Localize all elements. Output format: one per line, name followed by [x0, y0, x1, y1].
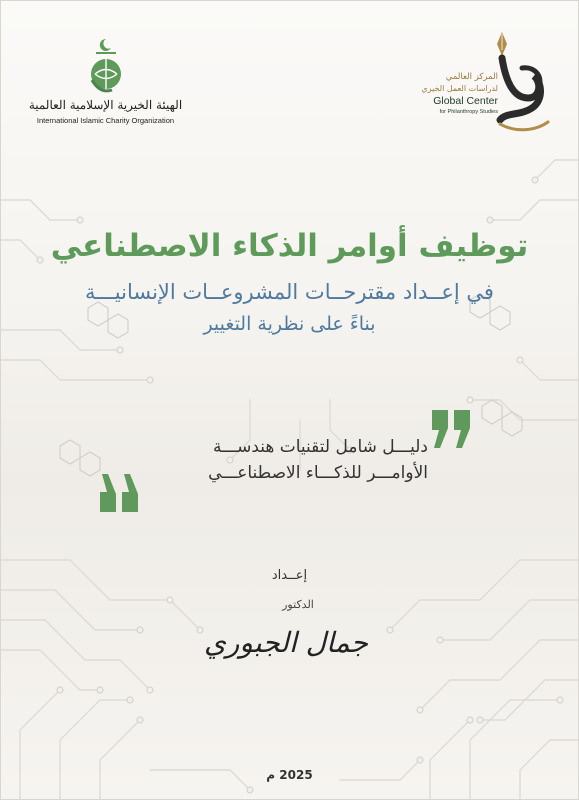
author-title: الدكتور: [282, 598, 314, 611]
global-center-logo: [422, 28, 562, 138]
publication-year: 2025 م: [266, 768, 313, 782]
global-center-arabic-line1: المركز العالمي: [445, 72, 498, 82]
quote-open-icon: [428, 408, 474, 452]
pen-calligraphy-icon: [492, 28, 554, 136]
author-signature: [203, 612, 368, 672]
iico-arabic-name: الهيئة الخيرية الإسلامية العالمية: [28, 98, 183, 112]
global-center-english-line2: for Philanthropy Studies: [439, 109, 498, 115]
quote-close-icon: [96, 470, 142, 514]
iico-logo: [28, 36, 183, 131]
quote-text-line1: دليـــل شامل لتقنيات هندســـة: [213, 437, 428, 457]
author-name: جمال الجبوري: [203, 626, 368, 659]
iico-emblem-icon: [86, 36, 126, 98]
document-title: توظيف أوامر الذكاء الاصطناعي: [50, 228, 529, 264]
document-subtitle-line1: في إعــداد مقترحــات المشروعــات الإنسانيـــة: [85, 280, 494, 304]
prepared-by-label: إعــداد: [271, 568, 308, 583]
document-subtitle-line2: بناءً على نظرية التغيير: [203, 313, 376, 335]
quote-text-line2: الأوامـــر للذكـــاء الاصطناعـــي: [208, 463, 428, 483]
global-center-english-line1: Global Center: [433, 95, 498, 107]
iico-english-name: International Islamic Charity Organization: [36, 116, 175, 125]
global-center-arabic-line2: لدراسات العمل الخيري: [421, 84, 498, 93]
